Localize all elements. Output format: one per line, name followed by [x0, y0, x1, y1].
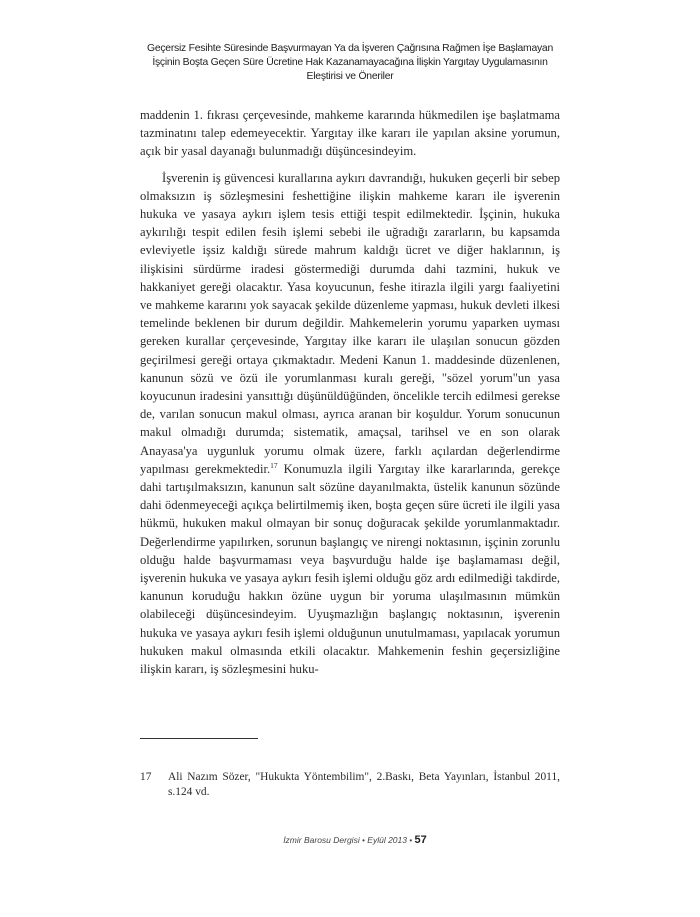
- page-number: 57: [414, 834, 427, 846]
- page-footer: [255, 834, 455, 846]
- paragraph-2-part-b: Konumuzla ilgili Yargıtay ilke kararlarında, gerekçe dahi tartışılmaksızın, kanunun salt sözüne dayanılmakta, üstelik kanunun sözünde dahi ödenmeyeceği açıkça belirtilmemiş iken, boşta geçen süre ücreti ile ilgili yasa hükmü, hukuken makul olmayan bir sonuç doğuracak şekilde yorumlanmaktadır. Değerlendirme yapılırken, sorunun başlangıç ve nirengi noktasının, işçinin zorunlu olduğu halde başvurmaması veya başvurduğu halde işe başlamaması değil, işverenin hukuka ve yasaya aykırı fesih işlemi olduğu göz ardı edilmediği takdirde, kanunun koruduğu hakkın özüne uygun bir yoruma ulaşılmasının mümkün olabileceği düşüncesindeyim. Uyuşmazlığın başlangıç noktasının, işverenin hukuka ve yasaya aykırı fesih işlemi olduğunun unutulmaması, yapılacak yorumun hukuken makul olmasında etkili olacaktır. Mahkemenin feshin geçersizliğine ilişkin kararı, iş sözleşmesini huku-: [140, 461, 560, 677]
- footnote: [140, 770, 560, 800]
- footer-date: Eylül 2013: [367, 835, 407, 845]
- running-header: [120, 42, 580, 84]
- footnote-text: Ali Nazım Sözer, "Hukukta Yöntembilim", 2.Baskı, Beta Yayınları, İstanbul 2011, s.124 vd.: [168, 771, 560, 798]
- paragraph-2-part-a: İşverenin iş güvencesi kurallarına aykırı davrandığı, hukuken geçerli bir sebep olmaksızın iş sözleşmesini feshettiğine ilişkin mahkeme kararı ile işverenin hukuka ve yasaya aykırı işlem tesis ettiği tespit edilmektedir. İşçinin, hukuka aykırılığı tespit edilen fesih işlemi sebebi ile uğradığı zararların, bu kapsamda evleviyetle işsiz kaldığı sürede mahrum kaldığı ücret ve diğer haklarının, iş ilişkisini sürdürme iradesi göstermediği durumda dahi tazmini, hukuk ve hakkaniyet gereği olacaktır. Yasa koyucunun, feshe itirazla ilgili yargı faaliyetini ve mahkeme kararını yok sayacak şekilde düzenleme yapması, hukuk devleti ilkesi temelinde beklenen bir durum değildir. Mahkemelerin yorumu yaparken uyması gereken kurallar çerçevesinde, Yargıtay ilke kararı ile ulaşılan sonucun gözden geçirilmesi gereği ortaya çıkmaktadır. Medeni Kanun 1. maddesinde düzenlenen, kanunun sözü ve özü ile yorumlanması kuralı gereği, "sözel yorum"un yasa koyucunun iradesini yansıttığı düşünüldüğünden, öncelikle tercih edilmesi gerekse de, varılan sonucun makul olması, ayrıca aranan bir koşuldur. Yorum sonucunun makul olmadığı durumda; sistematik, amaçsal, tarihsel ve en son olarak Anayasa'ya uygunluk yorumu olmak üzere, farklı açılardan değerlendirme yapılması gerekmektedir.: [140, 170, 560, 476]
- footnote-divider: [140, 738, 258, 739]
- body-text: [140, 106, 560, 678]
- header-line-3: Eleştirisi ve Öneriler: [306, 71, 394, 82]
- paragraph-1: maddenin 1. fıkrası çerçevesinde, mahkeme kararında hükmedilen işe başlatmama tazminatını talep edemeyecektir. Yargıtay ilke kararı ile yapılan aksine yorumun, açık bir yasal dayanağı bulunmadığı düşüncesindeyim.: [140, 108, 560, 159]
- footnote-reference: 17: [270, 460, 278, 470]
- footer-separator: •: [362, 836, 365, 845]
- header-line-1: Geçersiz Fesihte Süresinde Başvurmayan Ya da İşveren Çağrısına Rağmen İşe Başlamayan: [147, 43, 553, 54]
- footer-separator-2: •: [409, 836, 413, 845]
- footnote-number: 17: [140, 771, 152, 783]
- footer-journal: İzmir Barosu Dergisi: [283, 835, 360, 845]
- paragraph-2: [140, 169, 560, 679]
- header-line-2: İşçinin Boşta Geçen Süre Ücretine Hak Kazanamayacağına İlişkin Yargıtay Uygulamasının: [152, 57, 548, 68]
